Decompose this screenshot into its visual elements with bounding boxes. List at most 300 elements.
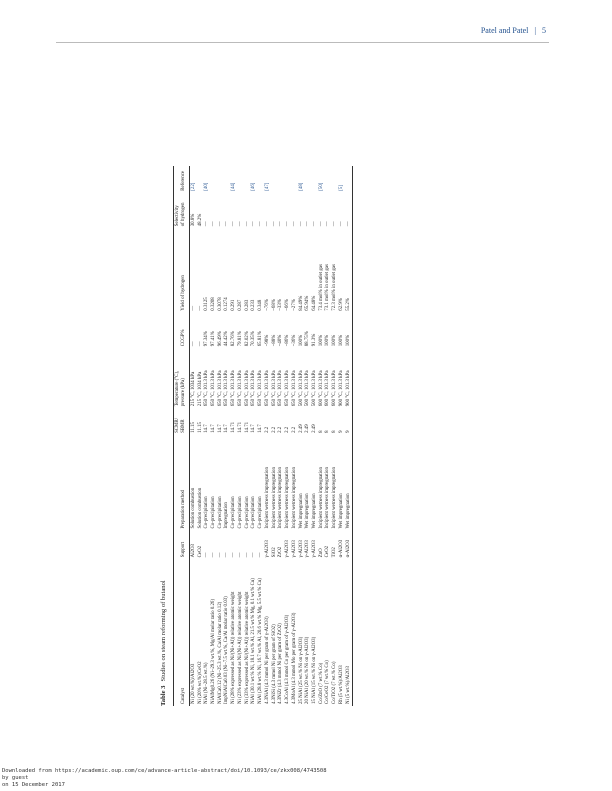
cell-temperature [224,348,231,408]
table-row [251,166,258,706]
cell-catalyst [311,559,318,706]
cell-catalyst [285,559,292,706]
cell-selectivity [332,193,339,229]
cell-temperature [197,348,204,408]
cell-catalyst-text: 4.3NiSi (4.3 mmol Ni per gram of SiO2) [271,624,277,704]
cell-preparation [197,435,204,531]
cell-selectivity [224,193,231,229]
cell-temperature [332,348,339,408]
cell-scmr-text: 14.7 [258,424,264,433]
cell-ccgp-text: ~86% [285,334,291,347]
cell-selectivity-text: — [217,221,223,227]
cell-temperature-text: 215 °C, 1034 kPa [197,371,203,407]
cell-yield-text: 0.348 [258,299,264,311]
footer-line-1: Downloaded from https://academic.oup.com/ce/advance-article-abstract/doi/10.1093/ce/zkx008/4743508 [2,768,327,774]
cell-reference[interactable] [298,166,305,193]
cell-support-text: — [224,552,230,558]
cell-catalyst-text: Ni (20% wt.%)/CeO2 [197,661,203,704]
cell-preparation-text: Co-precipitation [211,496,216,529]
cell-reference [332,166,339,193]
cell-reference [325,166,332,193]
cell-selectivity-text: — [258,221,264,227]
cell-ccgp-text: 100% [332,334,338,347]
cell-ccgp [190,313,197,349]
cell-selectivity [251,193,258,229]
col-temp-line1: Temperature (°C), [175,370,180,407]
cell-catalyst [237,559,244,706]
cell-ccgp [264,313,271,349]
cell-catalyst-text: Ni (28% expressed as Ni/(Ni+Al)) relative atomic weight [231,591,237,704]
cell-support [318,530,325,559]
cell-ccgp-text: 88.75% [305,331,311,347]
cell-ccgp-text: ~40% [278,334,284,347]
cell-temperature-text: 650 °C, 101.3 kPa [211,370,216,407]
cell-selectivity [264,193,271,229]
cell-selectivity [244,193,251,229]
cell-ccgp [305,313,312,349]
cell-scmr [345,408,352,435]
cell-temperature [251,348,258,408]
cell-scmr [285,408,292,435]
cell-scmr [332,408,339,435]
cell-temperature-text: 900 °C, 101.3 kPa [338,370,344,407]
cell-reference [271,166,278,193]
cell-yield [217,228,224,312]
cell-scmr [210,408,217,435]
cell-support-text: α-Al2O3 [338,539,344,558]
cell-selectivity-text: 48.2% [197,213,203,227]
cell-support [285,530,292,559]
cell-preparation [318,435,325,531]
cell-scmr-text: 2.2 [271,426,277,433]
cell-ccgp-text: 97.34% [204,331,210,347]
cell-selectivity-text: — [237,221,243,227]
cell-reference [237,166,244,193]
table-row [345,166,352,706]
cell-reference[interactable] [338,166,345,193]
cell-selectivity-text: — [345,221,351,227]
table-caption-label: Table 3 [160,685,167,706]
cell-ccgp [244,313,251,349]
cell-reference[interactable] [204,166,211,193]
table-row [285,166,292,706]
cell-scmr-text: 14.7 [224,424,230,433]
cell-yield-text: 0.3078 [217,297,223,311]
running-title: Patel and Patel [480,26,529,35]
cell-preparation [345,435,352,531]
table-row [237,166,244,706]
cell-temperature-text: 650 °C, 101.3 kPa [278,370,284,407]
cell-preparation [278,435,285,531]
cell-preparation [305,435,312,531]
cell-preparation-text: Incipient wetness impregnation [291,467,297,529]
cell-support-text: ZrO2 [278,546,284,558]
cell-yield-text: 0.3125 [204,297,210,311]
cell-catalyst-text: NiAl (30.1 wt.% Ni, 18.1 wt.% Al, 21.5 wt.% Mg, 0.1 wt.% Cu) [251,578,257,704]
cell-reference[interactable] [231,166,238,193]
cell-scmr [258,408,265,435]
cell-support-text: — [211,552,216,558]
cell-preparation [204,435,211,531]
cell-preparation-text: Wet impregnation [298,493,304,529]
table-row [217,166,224,706]
cell-catalyst-text: 25 NiAl (25 wt.% Ni on γ-Al2O3) [298,636,304,704]
cell-temperature [264,348,271,408]
cell-yield [264,228,271,312]
cell-preparation [271,435,278,531]
cell-support-text: TiO2 [332,547,338,558]
cell-yield [325,228,332,312]
cell-reference [244,166,251,193]
cell-temperature-text: 650 °C, 101.3 kPa [217,370,223,407]
cell-preparation [298,435,305,531]
cell-selectivity-text: — [204,221,210,227]
cell-ccgp [345,313,352,349]
cell-scmr-text: 14.7 [217,424,223,433]
cell-scmr-text: 2.2 [291,426,297,433]
cell-yield-text: ~68% [271,299,277,311]
cell-support [298,530,305,559]
cell-scmr-text: 2.2 [264,426,270,433]
cell-catalyst [197,559,204,706]
cell-selectivity-text: — [271,221,277,227]
cell-ccgp [285,313,292,349]
cell-reference[interactable] [190,166,197,193]
cell-selectivity-text: — [291,221,297,227]
cell-ccgp [271,313,278,349]
cell-selectivity-text: — [318,221,324,227]
cell-selectivity-text: — [298,221,304,227]
cell-reference [345,166,352,193]
cell-preparation-text: Co-precipitation [251,496,257,529]
cell-ccgp-text: 70.35% [251,331,257,347]
cell-catalyst-text: Ni (20 wt.%)/Al2O3 [190,663,196,704]
cell-temperature-text: 650 °C, 101.3 kPa [237,370,243,407]
table-row [291,166,298,706]
cell-preparation-text: Incipient wetness impregnation [325,467,331,529]
cell-support-text: — [251,552,257,558]
cell-ccgp [325,313,332,349]
cell-catalyst-text: NiAl (Ni–28.5 wt.%) [204,662,210,704]
cell-catalyst [231,559,238,706]
table-row [224,166,231,706]
cell-selectivity [285,193,292,229]
cell-support [278,530,285,559]
cell-temperature [345,348,352,408]
cell-preparation-text: Incipient wetness impregnation [264,467,270,529]
cell-temperature-text: 600 °C, 101.3 kPa [325,370,331,407]
cell-scmr [318,408,325,435]
cell-preparation [264,435,271,531]
cell-support-text: γ-Al2O3 [305,540,311,558]
cell-reference [305,166,312,193]
cell-temperature-text: 500 °C, 101.3 kPa [298,370,304,407]
cell-temperature [278,348,285,408]
cell-reference-text: [50] [318,182,324,191]
cell-temperature [305,348,312,408]
table-row [325,166,332,706]
cell-support-text: — [258,552,264,558]
cell-catalyst [325,559,332,706]
cell-scmr [291,408,298,435]
cell-ccgp-text: 44.42% [224,331,230,347]
table-row [210,166,217,706]
cell-yield-text: 0.3208 [211,297,216,311]
cell-catalyst-text: NiAlMg0.26 (Ni–29.3 wt.%, Mg/Al molar ratio 0.26) [211,598,216,704]
col-support: Support [174,530,190,559]
cell-selectivity-text: — [285,221,291,227]
cell-catalyst [332,559,339,706]
cell-reference-text: [44] [231,182,237,191]
cell-yield [237,228,244,312]
cell-temperature [190,348,197,408]
cell-catalyst [251,559,258,706]
cell-temperature [258,348,265,408]
cell-scmr [278,408,285,435]
cell-ccgp-text: 100% [298,334,304,347]
table-row [264,166,271,706]
cell-catalyst [278,559,285,706]
cell-catalyst-text: 15 NiAl (15 wt.% Ni on γ-Al2O3) [312,636,318,704]
table-row [278,166,285,706]
cell-ccgp-text: 100% [318,334,324,347]
cell-reference-text: [40] [204,182,210,191]
cell-reference [210,166,217,193]
cell-yield-text: — [197,305,203,311]
cell-preparation-text: Wet impregnation [345,493,351,529]
cell-selectivity [291,193,298,229]
cell-catalyst-text: Co/ZnO (7 wt.% Co) [318,662,324,704]
cell-preparation-text: Impregnation [224,502,230,529]
cell-selectivity [338,193,345,229]
cell-yield-text: ~27% [291,299,297,311]
cell-selectivity [210,193,217,229]
cell-temperature-text: 500 °C, 101.3 kPa [312,370,318,407]
cell-reference-text: [5] [338,185,344,191]
cell-scmr-text: 14.7 [251,424,257,433]
cell-ccgp [224,313,231,349]
header-rule [56,42,549,43]
cell-preparation [217,435,224,531]
cell-temperature [271,348,278,408]
cell-selectivity [197,193,204,229]
table-row [311,166,318,706]
cell-ccgp-text: — [190,341,196,347]
cell-support [197,530,204,559]
cell-yield [210,228,217,312]
cell-yield [244,228,251,312]
cell-selectivity [258,193,265,229]
cell-catalyst-text: Ni (33% expressed as Ni/(Ni+Al)) relative atomic weight [244,591,250,704]
cell-yield [332,228,339,312]
cell-ccgp-text: ~36% [291,334,297,347]
cell-support-text: γ-Al2O3 [312,540,318,558]
cell-support-text: Al2O3 [190,544,196,558]
cell-scmr-text: 11.15 [197,422,203,433]
cell-ccgp [251,313,258,349]
col-selectivity [174,193,190,229]
cell-scmr-text: 14.71 [237,421,243,433]
cell-scmr [197,408,204,435]
cell-support [271,530,278,559]
cell-selectivity-text: — [231,221,237,227]
col-scmr-line1: SCMR/ [175,417,180,433]
cell-preparation-text: Incipient wetness impregnation [278,467,284,529]
cell-temperature-text: 650 °C, 101.3 kPa [258,370,264,407]
cell-yield [318,228,325,312]
cell-yield [291,228,298,312]
cell-catalyst [217,559,224,706]
cell-yield [251,228,258,312]
cell-support [325,530,332,559]
cell-selectivity-text: — [244,221,250,227]
cell-ccgp [197,313,204,349]
cell-selectivity [190,193,197,229]
cell-catalyst-text: NiAl (28.8 wt.% Ni, 16.7 wt.% Al, 20.6 wt.% Mg, 5.5 wt.% Cu) [258,578,264,704]
cell-scmr [237,408,244,435]
cell-selectivity-text: — [305,221,311,227]
cell-selectivity [237,193,244,229]
cell-temperature [318,348,325,408]
cell-scmr-text: 8 [318,430,324,433]
cell-reference[interactable] [251,166,258,193]
cell-catalyst-text: 20 NiAl (20 wt.% Ni on γ-Al2O3) [305,636,311,704]
cell-selectivity [271,193,278,229]
cell-yield [298,228,305,312]
table-row [244,166,251,706]
cell-preparation-text: Wet impregnation [305,493,311,529]
col-temp-line2: pressure (kPa) [181,378,187,407]
cell-catalyst-text: Co/TiO2 (7 wt.% Co) [332,661,338,704]
cell-scmr-text: 9 [338,430,344,433]
cell-reference [224,166,231,193]
table-row [318,166,325,706]
cell-yield [258,228,265,312]
cell-support-text: γ-Al2O3 [298,540,304,558]
cell-catalyst [224,559,231,706]
cell-support [291,530,298,559]
cell-ccgp [217,313,224,349]
cell-yield [278,228,285,312]
cell-catalyst-text: Ni (5 wt.%)/Al2O3 [345,666,351,704]
cell-ccgp-text: 100% [338,334,344,347]
cell-temperature-text: 900 °C, 101.3 kPa [345,370,351,407]
cell-support [210,530,217,559]
cell-scmr-text: 2.2 [278,426,284,433]
cell-yield-text: 65.94% [305,295,311,311]
cell-selectivity [345,193,352,229]
cell-ccgp [291,313,298,349]
cell-selectivity-text: — [332,221,338,227]
cell-ccgp [318,313,325,349]
cell-yield-text: 73.1 mol% in outlet gas [325,264,331,311]
cell-temperature [325,348,332,408]
cell-scmr [264,408,271,435]
table-row [231,166,238,706]
cell-yield-text: 73.4 mol% in outlet gas [318,264,324,311]
cell-yield-text: 0.283 [244,299,250,311]
cell-ccgp-text: 96.49% [217,331,223,347]
cell-selectivity [298,193,305,229]
cell-yield-text: 0.287 [237,299,243,311]
cell-scmr [217,408,224,435]
cell-selectivity-text: — [325,221,331,227]
table-row [258,166,265,706]
cell-ccgp [210,313,217,349]
cell-ccgp [258,313,265,349]
cell-selectivity [204,193,211,229]
cell-preparation [338,435,345,531]
cell-ccgp-text: 97.41% [211,331,216,347]
cell-preparation-text: Co-precipitation [231,496,237,529]
cell-ccgp-text: 82.76% [231,331,237,347]
running-header [481,26,546,35]
cell-preparation [237,435,244,531]
footer-line-3: on 15 December 2017 [2,782,65,788]
cell-support [251,530,258,559]
cell-reference[interactable] [264,166,271,193]
cell-catalyst [244,559,251,706]
cell-ccgp-text: ~88% [271,334,277,347]
table-row [197,166,204,706]
cell-scmr-text: 2.49 [305,424,311,433]
cell-catalyst-text: ImpNiAlCa0.03 (Ni–7.5 wt.%, Ca/Al molar ratio 0.03) [224,596,230,704]
cell-scmr-text: 2.49 [298,424,304,433]
cell-temperature [285,348,292,408]
cell-reference[interactable] [318,166,325,193]
cell-ccgp [278,313,285,349]
cell-preparation-text: Incipient wetness impregnation [332,467,338,529]
cell-support-text: SiO2 [271,547,277,558]
cell-yield-text: 84.49% [298,295,304,311]
cell-preparation-text: Solution combustion [197,487,203,529]
cell-temperature-text: 650 °C, 101.3 kPa [291,370,297,407]
cell-selectivity [311,193,318,229]
cell-preparation-text: Incipient wetness impregnation [271,467,277,529]
cell-yield [338,228,345,312]
cell-preparation-text: Co-precipitation [244,496,250,529]
col-scmr-line2: SBMR [181,419,187,433]
cell-yield [305,228,312,312]
cell-temperature [311,348,318,408]
cell-temperature-text: 650 °C, 101.3 kPa [264,370,270,407]
cell-scmr [190,408,197,435]
cell-selectivity-text: — [251,221,257,227]
cell-catalyst-text: Co/CeO2 (7 wt.% Co) [325,660,331,704]
cell-selectivity [231,193,238,229]
cell-support [204,530,211,559]
cell-scmr-text: 11.15 [190,422,196,433]
cell-temperature-text: 600 °C, 101.3 kPa [318,370,324,407]
cell-support [224,530,231,559]
col-sel-line2: of hydrogen [181,202,187,227]
cell-yield [204,228,211,312]
cell-yield [224,228,231,312]
cell-preparation [311,435,318,531]
cell-reference [258,166,265,193]
cell-support [345,530,352,559]
cell-preparation-text: Co-precipitation [217,496,223,529]
cell-scmr-text: 2.49 [312,424,318,433]
cell-support [217,530,224,559]
cell-catalyst [271,559,278,706]
table-row [190,166,197,706]
cell-preparation [224,435,231,531]
cell-preparation-text: Solution combustion [190,487,196,529]
cell-scmr [338,408,345,435]
cell-yield [345,228,352,312]
table-row [305,166,312,706]
